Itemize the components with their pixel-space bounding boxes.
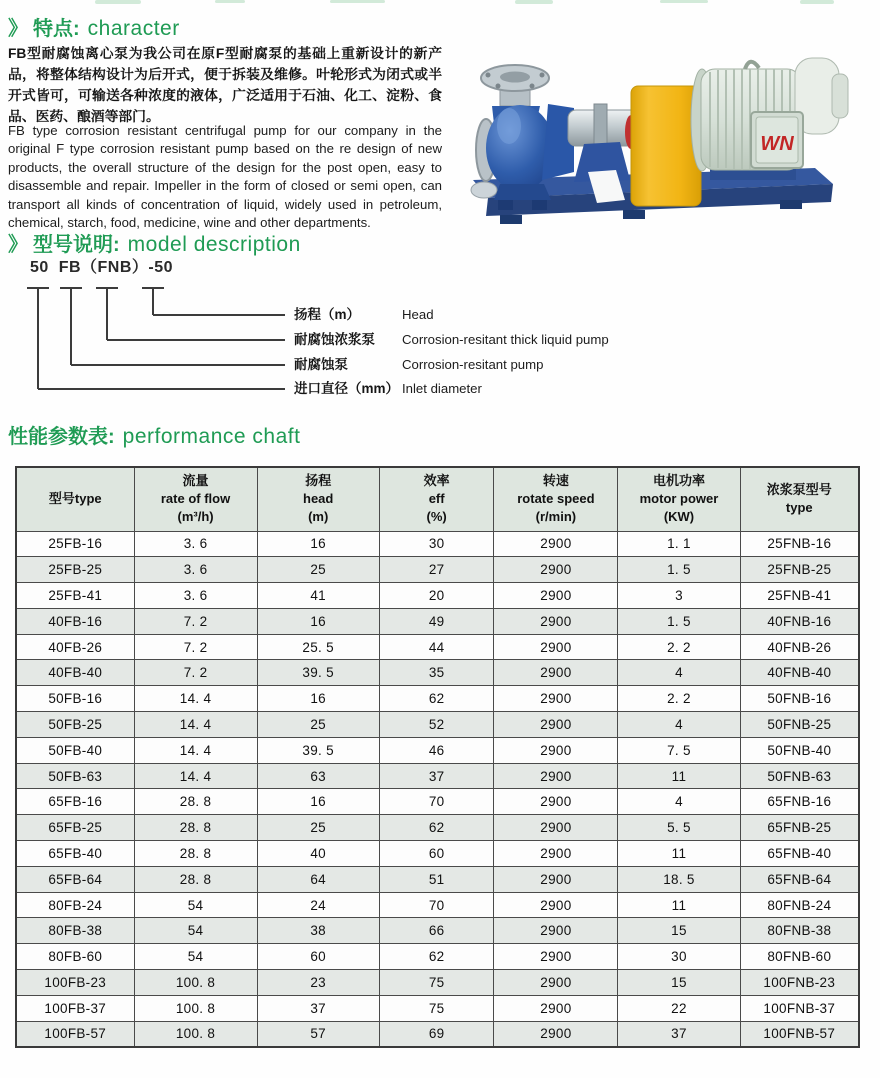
performance-heading-cn: 性能参数表: (8, 426, 115, 448)
model-label-cn: 耐腐蚀泵 (294, 357, 348, 372)
table-cell: 7. 5 (618, 737, 740, 763)
table-cell: 2900 (494, 583, 618, 609)
table-cell: 50FB-63 (16, 763, 134, 789)
coupling-guard (631, 86, 701, 206)
table-cell: 3. 6 (134, 557, 257, 583)
table-row (16, 789, 859, 815)
table-cell: 15 (618, 970, 740, 996)
table-cell: 2900 (494, 789, 618, 815)
table-cell: 40FNB-26 (740, 634, 859, 660)
table-cell: 25FB-16 (16, 531, 134, 557)
performance-table (15, 466, 860, 1048)
table-cell: 44 (379, 634, 494, 660)
table-cell: 50FB-40 (16, 737, 134, 763)
character-heading (8, 12, 180, 41)
column-header-4: 转速 rotate speed (r/min) (494, 467, 618, 531)
table-cell: 41 (257, 583, 379, 609)
table-row (16, 686, 859, 712)
table-cell: 2900 (494, 970, 618, 996)
table-cell: 2. 2 (618, 686, 740, 712)
model-label-en: Corrosion-resitant pump (402, 357, 544, 372)
heading-marker-icon: 》 (8, 234, 28, 256)
table-cell: 80FB-24 (16, 892, 134, 918)
model-label-cn: 耐腐蚀浓浆泵 (294, 332, 375, 347)
column-header-0: 型号type (16, 467, 134, 531)
table-row (16, 866, 859, 892)
table-cell: 18. 5 (618, 866, 740, 892)
table-cell: 62 (379, 815, 494, 841)
table-cell: 100FB-37 (16, 995, 134, 1021)
performance-heading-en: performance chaft (122, 425, 301, 448)
table-cell: 50FB-16 (16, 686, 134, 712)
table-cell: 65FB-25 (16, 815, 134, 841)
table-cell: 2900 (494, 815, 618, 841)
flange-bolt (540, 73, 545, 78)
table-cell: 64 (257, 866, 379, 892)
table-cell: 15 (618, 918, 740, 944)
table-cell: 40FB-26 (16, 634, 134, 660)
character-heading-en: character (87, 17, 180, 40)
flange-bolt (486, 73, 491, 78)
table-cell: 2900 (494, 1021, 618, 1047)
table-row (16, 841, 859, 867)
table-cell: 50FNB-16 (740, 686, 859, 712)
table-cell: 54 (134, 944, 257, 970)
table-cell: 37 (618, 1021, 740, 1047)
table-row (16, 944, 859, 970)
table-cell: 2900 (494, 686, 618, 712)
table-cell: 100. 8 (134, 1021, 257, 1047)
table-row (16, 1021, 859, 1047)
table-row (16, 531, 859, 557)
table-cell: 65FNB-40 (740, 841, 859, 867)
table-cell: 16 (257, 686, 379, 712)
pump-baseplate-foot (780, 200, 802, 209)
table-cell: 100FNB-37 (740, 995, 859, 1021)
table-cell: 2900 (494, 557, 618, 583)
table-cell: 39. 5 (257, 737, 379, 763)
table-row (16, 712, 859, 738)
table-cell: 49 (379, 608, 494, 634)
table-row (16, 608, 859, 634)
table-cell: 22 (618, 995, 740, 1021)
table-cell: 40 (257, 841, 379, 867)
table-cell: 2900 (494, 866, 618, 892)
table-cell: 16 (257, 789, 379, 815)
table-cell: 52 (379, 712, 494, 738)
table-cell: 24 (257, 892, 379, 918)
table-cell: 2900 (494, 944, 618, 970)
table-row (16, 892, 859, 918)
character-paragraph-en: FB type corrosion resistant centrifugal pump for our company in the original F type corrosion resistant pump based on the re design of new products, the overall structure of the design for the post open, easy to disassemble and repair. Impeller in the form of closed or semi open, can transport all kinds of concentration of liquid, widely used in petroleum, chemical, starch, food, medicine, wine and other departments. (8, 123, 442, 231)
table-cell: 100FB-57 (16, 1021, 134, 1047)
model-heading-en: model description (127, 233, 301, 256)
model-label-cn: 扬程（m） (294, 307, 361, 322)
table-cell: 2900 (494, 608, 618, 634)
column-header-5: 电机功率 motor power (KW) (618, 467, 740, 531)
table-cell: 25 (257, 712, 379, 738)
scan-artifact (515, 0, 553, 4)
table-cell: 14. 4 (134, 737, 257, 763)
table-cell: 65FB-16 (16, 789, 134, 815)
table-cell: 11 (618, 892, 740, 918)
table-cell: 50FB-25 (16, 712, 134, 738)
table-cell: 100FNB-23 (740, 970, 859, 996)
table-cell: 4 (618, 712, 740, 738)
table-cell: 2900 (494, 634, 618, 660)
table-row (16, 918, 859, 944)
motor-lifting-eye (745, 62, 759, 69)
character-heading-cn: 特点: (33, 18, 80, 40)
column-header-1: 流量 rate of flow (m³/h) (134, 467, 257, 531)
table-cell: 75 (379, 970, 494, 996)
pump-pedestal-foot (532, 200, 547, 210)
table-cell: 1. 5 (618, 557, 740, 583)
motor-end-cap-rear (832, 74, 848, 118)
table-cell: 2900 (494, 892, 618, 918)
table-cell: 35 (379, 660, 494, 686)
table-cell: 60 (379, 841, 494, 867)
table-cell: 38 (257, 918, 379, 944)
table-cell: 62 (379, 944, 494, 970)
table-cell: 100FB-23 (16, 970, 134, 996)
table-cell: 5. 5 (618, 815, 740, 841)
table-cell: 70 (379, 789, 494, 815)
pump-photo (448, 22, 872, 234)
scan-artifact (330, 0, 385, 3)
table-cell: 63 (257, 763, 379, 789)
column-header-6: 浓浆泵型号 type (740, 467, 859, 531)
table-cell: 50FNB-63 (740, 763, 859, 789)
table-cell: 40FNB-40 (740, 660, 859, 686)
table-cell: 65FNB-64 (740, 866, 859, 892)
table-cell: 39. 5 (257, 660, 379, 686)
table-cell: 50FNB-25 (740, 712, 859, 738)
performance-heading (8, 420, 300, 449)
table-cell: 40FB-40 (16, 660, 134, 686)
table-cell: 46 (379, 737, 494, 763)
table-cell: 25 (257, 815, 379, 841)
table-cell: 54 (134, 892, 257, 918)
table-cell: 69 (379, 1021, 494, 1047)
table-cell: 28. 8 (134, 866, 257, 892)
table-cell: 70 (379, 892, 494, 918)
table-cell: 7. 2 (134, 660, 257, 686)
table-cell: 50FNB-40 (740, 737, 859, 763)
table-row (16, 583, 859, 609)
model-label-row (0, 331, 880, 349)
table-cell: 16 (257, 531, 379, 557)
motor-brand-label: WN (760, 133, 794, 155)
table-cell: 16 (257, 608, 379, 634)
table-cell: 11 (618, 763, 740, 789)
table-cell: 57 (257, 1021, 379, 1047)
scan-artifact (215, 0, 245, 3)
table-row (16, 737, 859, 763)
model-label-en: Head (402, 307, 434, 322)
heading-marker-icon: 》 (8, 18, 28, 40)
table-cell: 60 (257, 944, 379, 970)
table-cell: 7. 2 (134, 634, 257, 660)
table-row (16, 557, 859, 583)
table-cell: 3. 6 (134, 583, 257, 609)
model-label-row (0, 380, 880, 398)
table-cell: 62 (379, 686, 494, 712)
scan-artifact (800, 0, 834, 4)
table-cell: 14. 4 (134, 712, 257, 738)
table-cell: 2900 (494, 531, 618, 557)
table-cell: 4 (618, 789, 740, 815)
table-cell: 66 (379, 918, 494, 944)
table-cell: 2900 (494, 763, 618, 789)
model-label-en: Inlet diameter (402, 381, 482, 396)
table-cell: 51 (379, 866, 494, 892)
table-cell: 28. 8 (134, 789, 257, 815)
table-row (16, 634, 859, 660)
table-cell: 65FB-64 (16, 866, 134, 892)
table-cell: 100FNB-57 (740, 1021, 859, 1047)
table-cell: 80FNB-24 (740, 892, 859, 918)
table-cell: 65FNB-25 (740, 815, 859, 841)
volute-highlight (497, 108, 521, 144)
table-cell: 3. 6 (134, 531, 257, 557)
table-cell: 100. 8 (134, 995, 257, 1021)
table-cell: 25FNB-25 (740, 557, 859, 583)
table-row (16, 763, 859, 789)
pump-baseplate-foot (623, 210, 645, 219)
table-cell: 65FNB-16 (740, 789, 859, 815)
table-cell: 54 (134, 918, 257, 944)
table-cell: 27 (379, 557, 494, 583)
flange-bolt (496, 84, 501, 89)
table-cell: 25. 5 (257, 634, 379, 660)
table-cell: 25FB-25 (16, 557, 134, 583)
pump-baseplate-foot (500, 215, 522, 224)
model-label-en: Corrosion-resitant thick liquid pump (402, 332, 609, 347)
table-cell: 37 (379, 763, 494, 789)
table-cell: 2900 (494, 660, 618, 686)
table-row (16, 660, 859, 686)
pump-pedestal (494, 184, 551, 200)
table-cell: 25 (257, 557, 379, 583)
table-cell: 14. 4 (134, 686, 257, 712)
table-cell: 28. 8 (134, 841, 257, 867)
table-cell: 23 (257, 970, 379, 996)
table-cell: 2900 (494, 995, 618, 1021)
table-cell: 80FB-60 (16, 944, 134, 970)
table-cell: 25FNB-16 (740, 531, 859, 557)
model-label-row (0, 306, 880, 324)
table-cell: 28. 8 (134, 815, 257, 841)
suction-pipe-flange (471, 182, 497, 198)
table-cell: 2900 (494, 737, 618, 763)
table-row (16, 995, 859, 1021)
flange-bolt (530, 84, 535, 89)
table-cell: 4 (618, 660, 740, 686)
table-cell: 25FB-41 (16, 583, 134, 609)
table-cell: 30 (379, 531, 494, 557)
discharge-flange-bore (500, 72, 530, 83)
table-cell: 11 (618, 841, 740, 867)
table-cell: 2900 (494, 841, 618, 867)
table-header-row (16, 467, 859, 531)
model-label-row (0, 356, 880, 374)
table-cell: 80FNB-60 (740, 944, 859, 970)
model-code: 50 FB（FNB）-50 (30, 259, 174, 276)
table-cell: 1. 5 (618, 608, 740, 634)
table-row (16, 815, 859, 841)
table-cell: 2900 (494, 712, 618, 738)
table-cell: 2. 2 (618, 634, 740, 660)
column-header-3: 效率 eff (%) (379, 467, 494, 531)
table-cell: 14. 4 (134, 763, 257, 789)
pump-pedestal-foot (498, 200, 513, 210)
table-cell: 100. 8 (134, 970, 257, 996)
scan-artifact (660, 0, 708, 3)
table-cell: 80FNB-38 (740, 918, 859, 944)
scan-artifact (95, 0, 141, 4)
table-cell: 3 (618, 583, 740, 609)
table-cell: 25FNB-41 (740, 583, 859, 609)
model-heading (8, 228, 301, 257)
table-cell: 2900 (494, 918, 618, 944)
model-label-cn: 进口直径（mm） (294, 381, 400, 396)
table-cell: 40FB-16 (16, 608, 134, 634)
table-cell: 30 (618, 944, 740, 970)
table-cell: 7. 2 (134, 608, 257, 634)
model-heading-cn: 型号说明: (33, 234, 120, 256)
table-cell: 40FNB-16 (740, 608, 859, 634)
table-cell: 65FB-40 (16, 841, 134, 867)
character-paragraph-cn: FB型耐腐蚀离心泵为我公司在原F型耐腐泵的基础上重新设计的新产品，将整体结构设计为后开式，便于拆装及维修。叶轮形式为闭式或半开式皆可，可输送各种浓度的液体，广泛适用于石油、化工、淀粉、食品、医药、酿酒等部门。 (8, 46, 442, 124)
table-cell: 1. 1 (618, 531, 740, 557)
table-cell: 37 (257, 995, 379, 1021)
table-cell: 20 (379, 583, 494, 609)
table-cell: 75 (379, 995, 494, 1021)
table-cell: 80FB-38 (16, 918, 134, 944)
column-header-2: 扬程 head (m) (257, 467, 379, 531)
table-row (16, 970, 859, 996)
